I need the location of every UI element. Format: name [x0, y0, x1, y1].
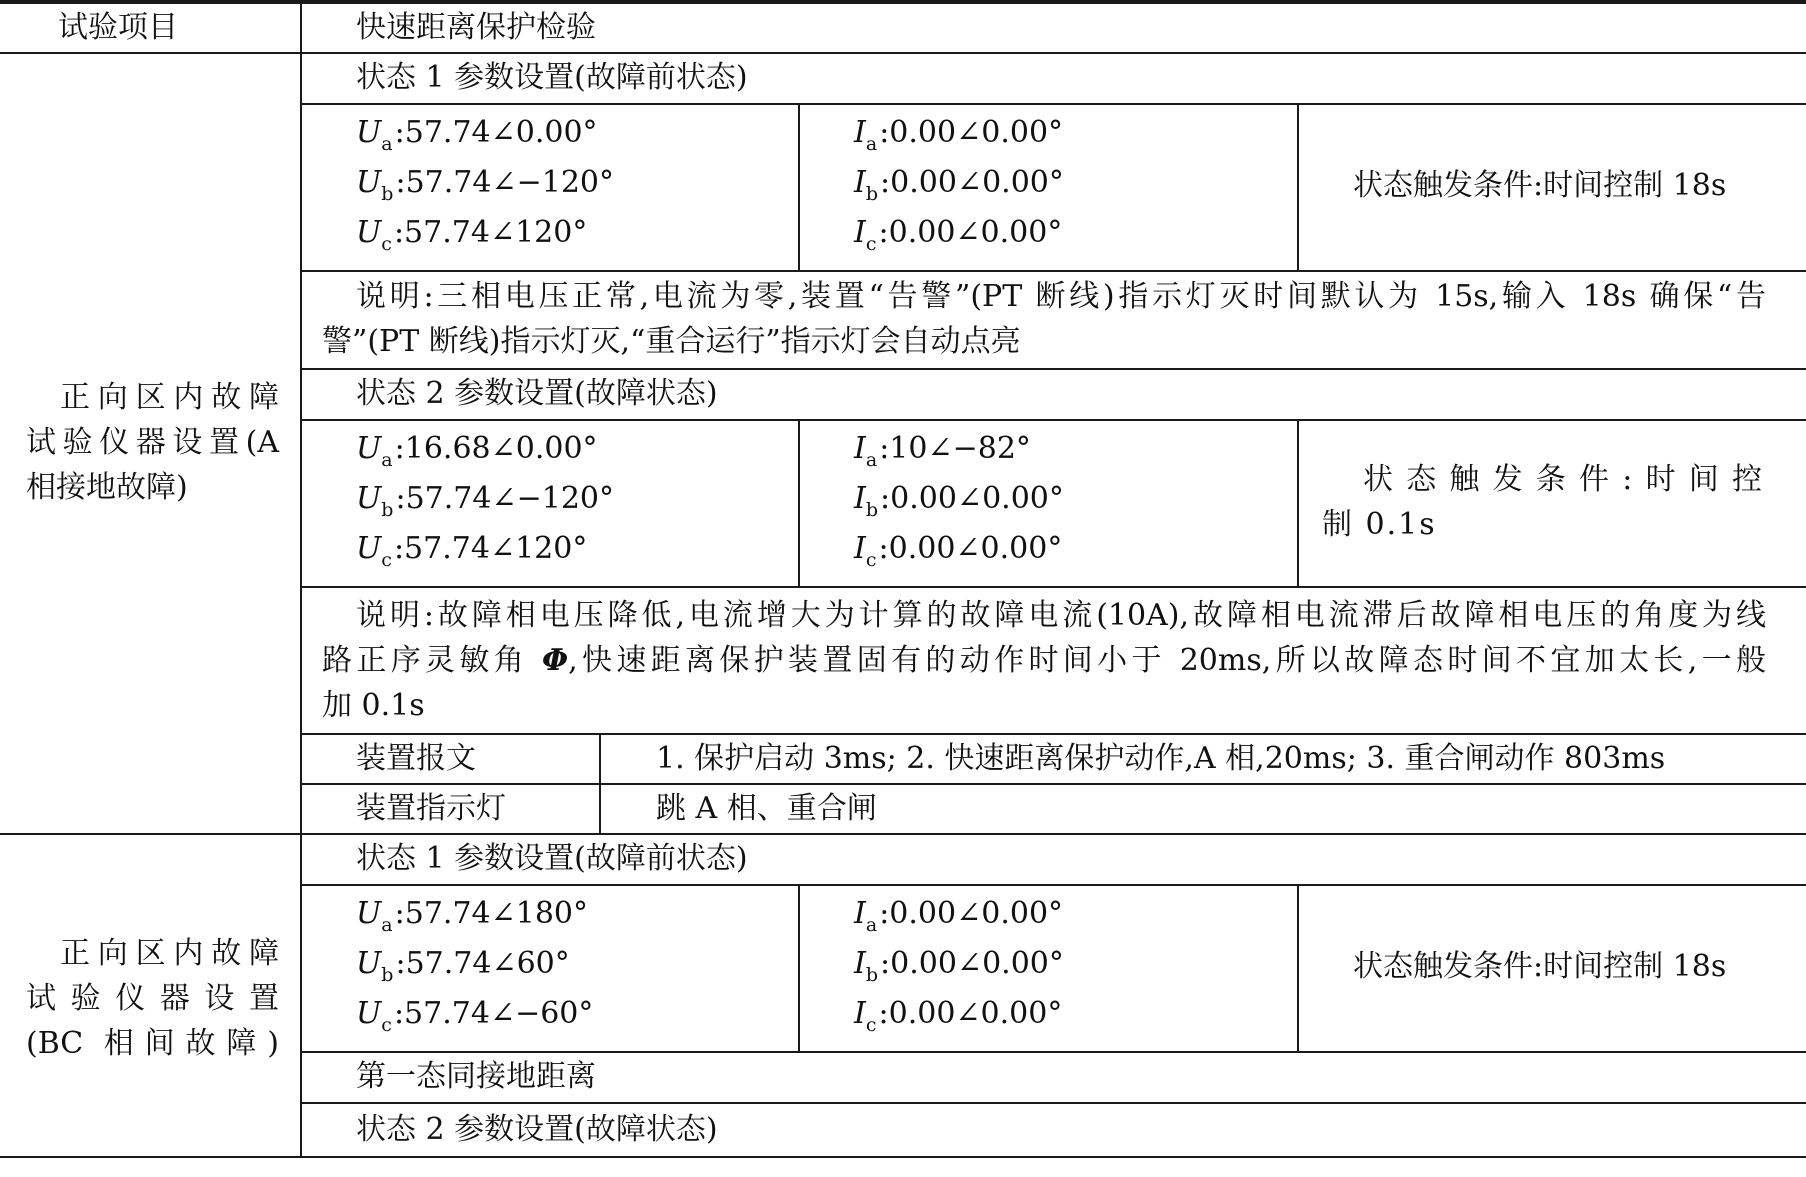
state2-note-line2: 路正序灵敏角 Φ,快速距离保护装置固有的动作时间小于 20ms,所以故障态时间不宜加太长,一般 [322, 643, 1766, 678]
current-ic: $I_c:0.00\angle 0.00^\circ$ [854, 531, 1063, 571]
voltage-ua: $U_a:57.74\angle 180^\circ$ [356, 896, 589, 936]
header-test-name: 快速距离保护检验 [356, 10, 596, 45]
voltage-ua: $U_a:16.68\angle 0.00^\circ$ [356, 431, 598, 471]
col-divider [1297, 419, 1299, 586]
section-b-label-line1: 正向区内故障 [60, 936, 279, 971]
rule [300, 1102, 1806, 1104]
rule [300, 270, 1806, 272]
rule [300, 733, 1806, 735]
indicator-value: 跳 A 相、重合闸 [656, 791, 877, 826]
state1-title: 状态 1 参数设置(故障前状态) [356, 60, 748, 95]
state2-title: 状态 2 参数设置(故障状态) [356, 376, 718, 411]
col-divider [798, 419, 800, 586]
state1-title: 状态 1 参数设置(故障前状态) [356, 841, 748, 876]
state1-trigger: 状态触发条件:时间控制 18s [1353, 168, 1727, 203]
current-ib: $I_b:0.00\angle 0.00^\circ$ [854, 165, 1064, 205]
section-a-label-line2: 试验仪器设置(A [26, 425, 279, 460]
state2-title: 状态 2 参数设置(故障状态) [356, 1112, 718, 1147]
voltage-uc: $U_c:57.74\angle 120^\circ$ [356, 215, 588, 255]
voltage-ub: $U_b:57.74\angle 60^\circ$ [356, 946, 570, 986]
voltage-ua: $U_a:57.74\angle 0.00^\circ$ [356, 115, 598, 155]
state1-note-line2: 警”(PT 断线)指示灯灭,“重合运行”指示灯会自动点亮 [322, 324, 1021, 359]
section-b-label-line3: (BC 相间故障) [26, 1026, 279, 1061]
state2-trigger-line1: 状态触发条件:时间控 [1363, 462, 1766, 497]
current-ia: $I_a:0.00\angle 0.00^\circ$ [854, 115, 1064, 155]
voltage-uc: $U_c:57.74\angle 120^\circ$ [356, 531, 588, 571]
section-a-label-line3: 相接地故障) [26, 470, 188, 505]
state2-trigger-line2: 制 0.1s [1322, 507, 1437, 542]
rule [300, 884, 1806, 886]
state1-note-line1: 说明:三相电压正常,电流为零,装置“告警”(PT 断线)指示灯灭时间默认为 15s,输入 18s 确保“告 [356, 279, 1766, 314]
report-label: 装置报文 [356, 741, 476, 776]
rule [300, 419, 1806, 421]
state2-note-line3: 加 0.1s [322, 688, 425, 723]
voltage-ub: $U_b:57.74\angle-120^\circ$ [356, 165, 614, 205]
rule [300, 368, 1806, 370]
voltage-ub: $U_b:57.74\angle-120^\circ$ [356, 481, 614, 521]
state1-trigger: 状态触发条件:时间控制 18s [1353, 949, 1727, 984]
current-ic: $I_c:0.00\angle 0.00^\circ$ [854, 215, 1063, 255]
header-test-item: 试验项目 [58, 10, 178, 45]
current-ia: $I_a:0.00\angle 0.00^\circ$ [854, 896, 1064, 936]
section-b-label-line2: 试验仪器设置 [26, 981, 279, 1016]
same-as-ground-note: 第一态同接地距离 [356, 1059, 596, 1094]
indicator-label: 装置指示灯 [356, 791, 506, 826]
col-divider [798, 884, 800, 1051]
current-ia: $I_a:10\angle-82^\circ$ [854, 431, 1031, 471]
current-ic: $I_c:0.00\angle 0.00^\circ$ [854, 996, 1063, 1036]
section-a-label-line1: 正向区内故障 [60, 380, 279, 415]
col-divider [1297, 103, 1299, 270]
state2-note-line1: 说明:故障相电压降低,电流增大为计算的故障电流(10A),故障相电流滞后故障相电压的角度为线 [356, 598, 1766, 633]
col-divider [1297, 884, 1299, 1051]
rule [300, 586, 1806, 588]
table-bottom-rule [0, 1156, 1806, 1158]
rule [300, 1051, 1806, 1053]
current-ib: $I_b:0.00\angle 0.00^\circ$ [854, 946, 1064, 986]
voltage-uc: $U_c:57.74\angle-60^\circ$ [356, 996, 594, 1036]
rule [300, 103, 1806, 105]
col-divider [798, 103, 800, 270]
table-top-rule [0, 0, 1806, 4]
col-divider [599, 733, 601, 833]
rule [0, 52, 1806, 54]
rule [300, 783, 1806, 785]
current-ib: $I_b:0.00\angle 0.00^\circ$ [854, 481, 1064, 521]
col-divider [300, 0, 302, 1158]
section-rule [0, 833, 1806, 835]
report-value: 1. 保护启动 3ms; 2. 快速距离保护动作,A 相,20ms; 3. 重合闸动作 803ms [656, 741, 1666, 776]
